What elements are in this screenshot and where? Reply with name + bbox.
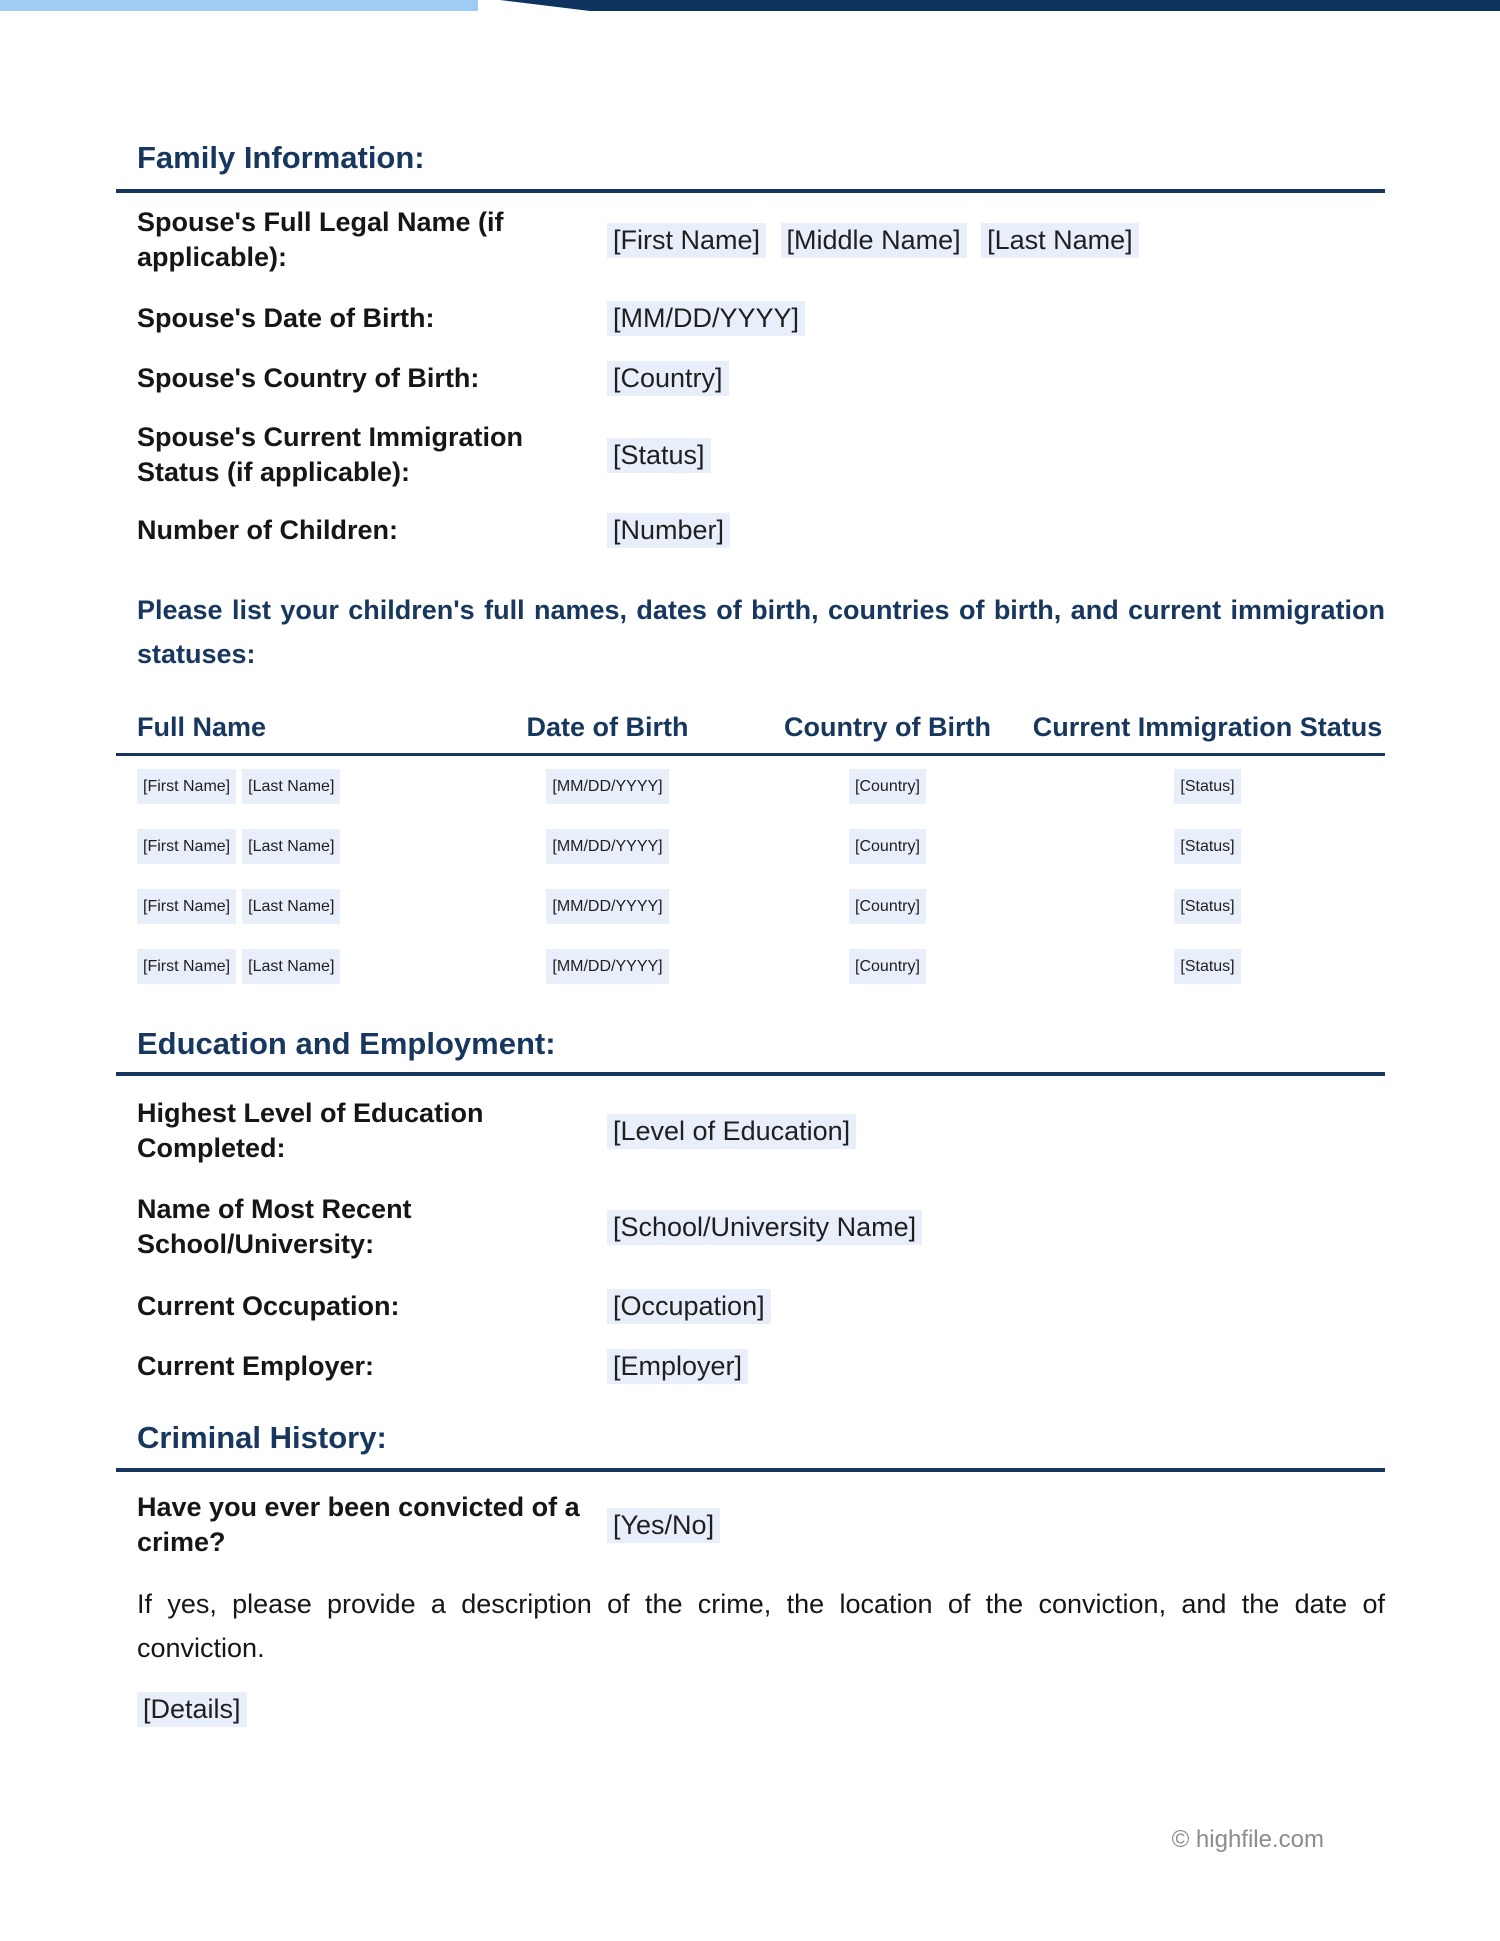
field-value-employer xyxy=(607,1349,1385,1384)
cell-full-name xyxy=(137,829,470,864)
field-label-spouse-status: Spouse's Current Immigration Status (if applicable): xyxy=(137,422,523,487)
placeholder-child-dob[interactable]: [MM/DD/YYYY] xyxy=(546,769,668,804)
education-section-rule xyxy=(116,1072,1385,1076)
placeholder-child-last-name[interactable]: [Last Name] xyxy=(242,769,340,804)
placeholder-spouse-country[interactable]: [Country] xyxy=(607,361,729,396)
placeholder-child-first-name[interactable]: [First Name] xyxy=(137,949,236,984)
field-value-convicted xyxy=(607,1508,1385,1543)
placeholder-employer[interactable]: [Employer] xyxy=(607,1349,748,1384)
placeholder-last-name[interactable]: [Last Name] xyxy=(981,223,1139,258)
field-row-employer xyxy=(137,1348,1385,1384)
column-header-country-of-birth: Country of Birth xyxy=(784,712,991,742)
field-label-education-level: Highest Level of Education Completed: xyxy=(137,1098,484,1163)
field-row-school-name xyxy=(137,1192,1385,1262)
placeholder-child-last-name[interactable]: [Last Name] xyxy=(242,889,340,924)
placeholder-school-name[interactable]: [School/University Name] xyxy=(607,1210,922,1245)
cell-country-of-birth xyxy=(745,889,1030,924)
criminal-section-rule xyxy=(116,1468,1385,1472)
field-value-spouse-dob xyxy=(607,301,1385,336)
field-label-spouse-dob: Spouse's Date of Birth: xyxy=(137,302,435,333)
field-value-spouse-status xyxy=(607,438,1385,473)
cell-date-of-birth xyxy=(470,829,745,864)
table-row xyxy=(137,936,1385,996)
children-table-body xyxy=(137,756,1385,996)
cell-immigration-status xyxy=(1030,889,1385,924)
family-section-rule xyxy=(116,189,1385,193)
header-band-light-segment xyxy=(0,0,478,11)
field-label-school-name: Name of Most Recent School/University: xyxy=(137,1194,412,1259)
field-value-education-level xyxy=(607,1114,1385,1149)
field-value-number-of-children xyxy=(607,513,1385,548)
cell-country-of-birth xyxy=(745,769,1030,804)
field-row-spouse-status xyxy=(137,420,1385,490)
placeholder-child-dob[interactable]: [MM/DD/YYYY] xyxy=(546,949,668,984)
cell-immigration-status xyxy=(1030,829,1385,864)
placeholder-child-status[interactable]: [Status] xyxy=(1174,949,1240,984)
field-row-spouse-dob xyxy=(137,300,1385,336)
cell-date-of-birth xyxy=(470,889,745,924)
placeholder-spouse-status[interactable]: [Status] xyxy=(607,438,711,473)
placeholder-child-country[interactable]: [Country] xyxy=(849,949,926,984)
cell-full-name xyxy=(137,949,470,984)
cell-date-of-birth xyxy=(470,949,745,984)
field-row-number-of-children xyxy=(137,512,1385,548)
cell-date-of-birth xyxy=(470,769,745,804)
children-table-header-row xyxy=(137,710,1385,754)
placeholder-child-dob[interactable]: [MM/DD/YYYY] xyxy=(546,889,668,924)
field-value-spouse-name xyxy=(607,223,1385,258)
column-header-immigration-status: Current Immigration Status xyxy=(1032,712,1383,742)
placeholder-education-level[interactable]: [Level of Education] xyxy=(607,1114,856,1149)
column-header-date-of-birth: Date of Birth xyxy=(526,712,689,742)
table-row xyxy=(137,816,1385,876)
field-row-education-level xyxy=(137,1096,1385,1166)
placeholder-details[interactable]: [Details] xyxy=(137,1692,247,1727)
placeholder-middle-name[interactable]: [Middle Name] xyxy=(781,223,967,258)
placeholder-yes-no[interactable]: [Yes/No] xyxy=(607,1508,720,1543)
cell-immigration-status xyxy=(1030,769,1385,804)
placeholder-number-of-children[interactable]: [Number] xyxy=(607,513,730,548)
education-section-heading: Education and Employment: xyxy=(137,1026,556,1061)
brand-footer: © highfile.com xyxy=(1171,1826,1324,1853)
placeholder-occupation[interactable]: [Occupation] xyxy=(607,1289,771,1324)
column-header-full-name: Full Name xyxy=(137,712,267,742)
children-table xyxy=(137,710,1385,754)
placeholder-child-last-name[interactable]: [Last Name] xyxy=(242,829,340,864)
placeholder-child-dob[interactable]: [MM/DD/YYYY] xyxy=(546,829,668,864)
cell-full-name xyxy=(137,889,470,924)
family-section-heading: Family Information: xyxy=(137,140,425,175)
family-fields xyxy=(137,205,1385,572)
placeholder-child-country[interactable]: [Country] xyxy=(849,769,926,804)
cell-immigration-status xyxy=(1030,949,1385,984)
cell-full-name xyxy=(137,769,470,804)
field-row-spouse-country xyxy=(137,360,1385,396)
placeholder-child-last-name[interactable]: [Last Name] xyxy=(242,949,340,984)
field-value-occupation xyxy=(607,1289,1385,1324)
education-fields xyxy=(137,1096,1385,1408)
field-label-number-of-children: Number of Children: xyxy=(137,514,398,545)
conviction-followup-text: If yes, please provide a description of the crime, the location of the conviction, and the date of conviction. xyxy=(137,1589,1385,1663)
cell-country-of-birth xyxy=(745,949,1030,984)
field-label-convicted: Have you ever been convicted of a crime? xyxy=(137,1492,580,1557)
field-label-spouse-country: Spouse's Country of Birth: xyxy=(137,362,480,393)
table-row xyxy=(137,756,1385,816)
placeholder-child-country[interactable]: [Country] xyxy=(849,829,926,864)
field-value-spouse-country xyxy=(607,361,1385,396)
conviction-details-field xyxy=(137,1692,254,1727)
placeholder-child-first-name[interactable]: [First Name] xyxy=(137,829,236,864)
criminal-section-heading: Criminal History: xyxy=(137,1420,387,1455)
placeholder-first-name[interactable]: [First Name] xyxy=(607,223,766,258)
header-band xyxy=(0,0,1500,11)
placeholder-child-country[interactable]: [Country] xyxy=(849,889,926,924)
field-label-occupation: Current Occupation: xyxy=(137,1290,400,1321)
field-value-school-name xyxy=(607,1210,1385,1245)
cell-country-of-birth xyxy=(745,829,1030,864)
placeholder-child-first-name[interactable]: [First Name] xyxy=(137,889,236,924)
field-label-spouse-name: Spouse's Full Legal Name (if applicable): xyxy=(137,207,504,272)
placeholder-child-status[interactable]: [Status] xyxy=(1174,829,1240,864)
criminal-fields xyxy=(137,1490,1385,1585)
field-label-employer: Current Employer: xyxy=(137,1350,375,1381)
placeholder-child-status[interactable]: [Status] xyxy=(1174,769,1240,804)
placeholder-child-status[interactable]: [Status] xyxy=(1174,889,1240,924)
placeholder-spouse-dob[interactable]: [MM/DD/YYYY] xyxy=(607,301,805,336)
field-row-convicted xyxy=(137,1490,1385,1560)
field-row-occupation xyxy=(137,1288,1385,1324)
table-row xyxy=(137,876,1385,936)
children-list-prompt: Please list your children's full names, dates of birth, countries of birth, and current immigration statuses: xyxy=(137,595,1385,669)
placeholder-child-first-name[interactable]: [First Name] xyxy=(137,769,236,804)
field-row-spouse-name xyxy=(137,205,1385,275)
